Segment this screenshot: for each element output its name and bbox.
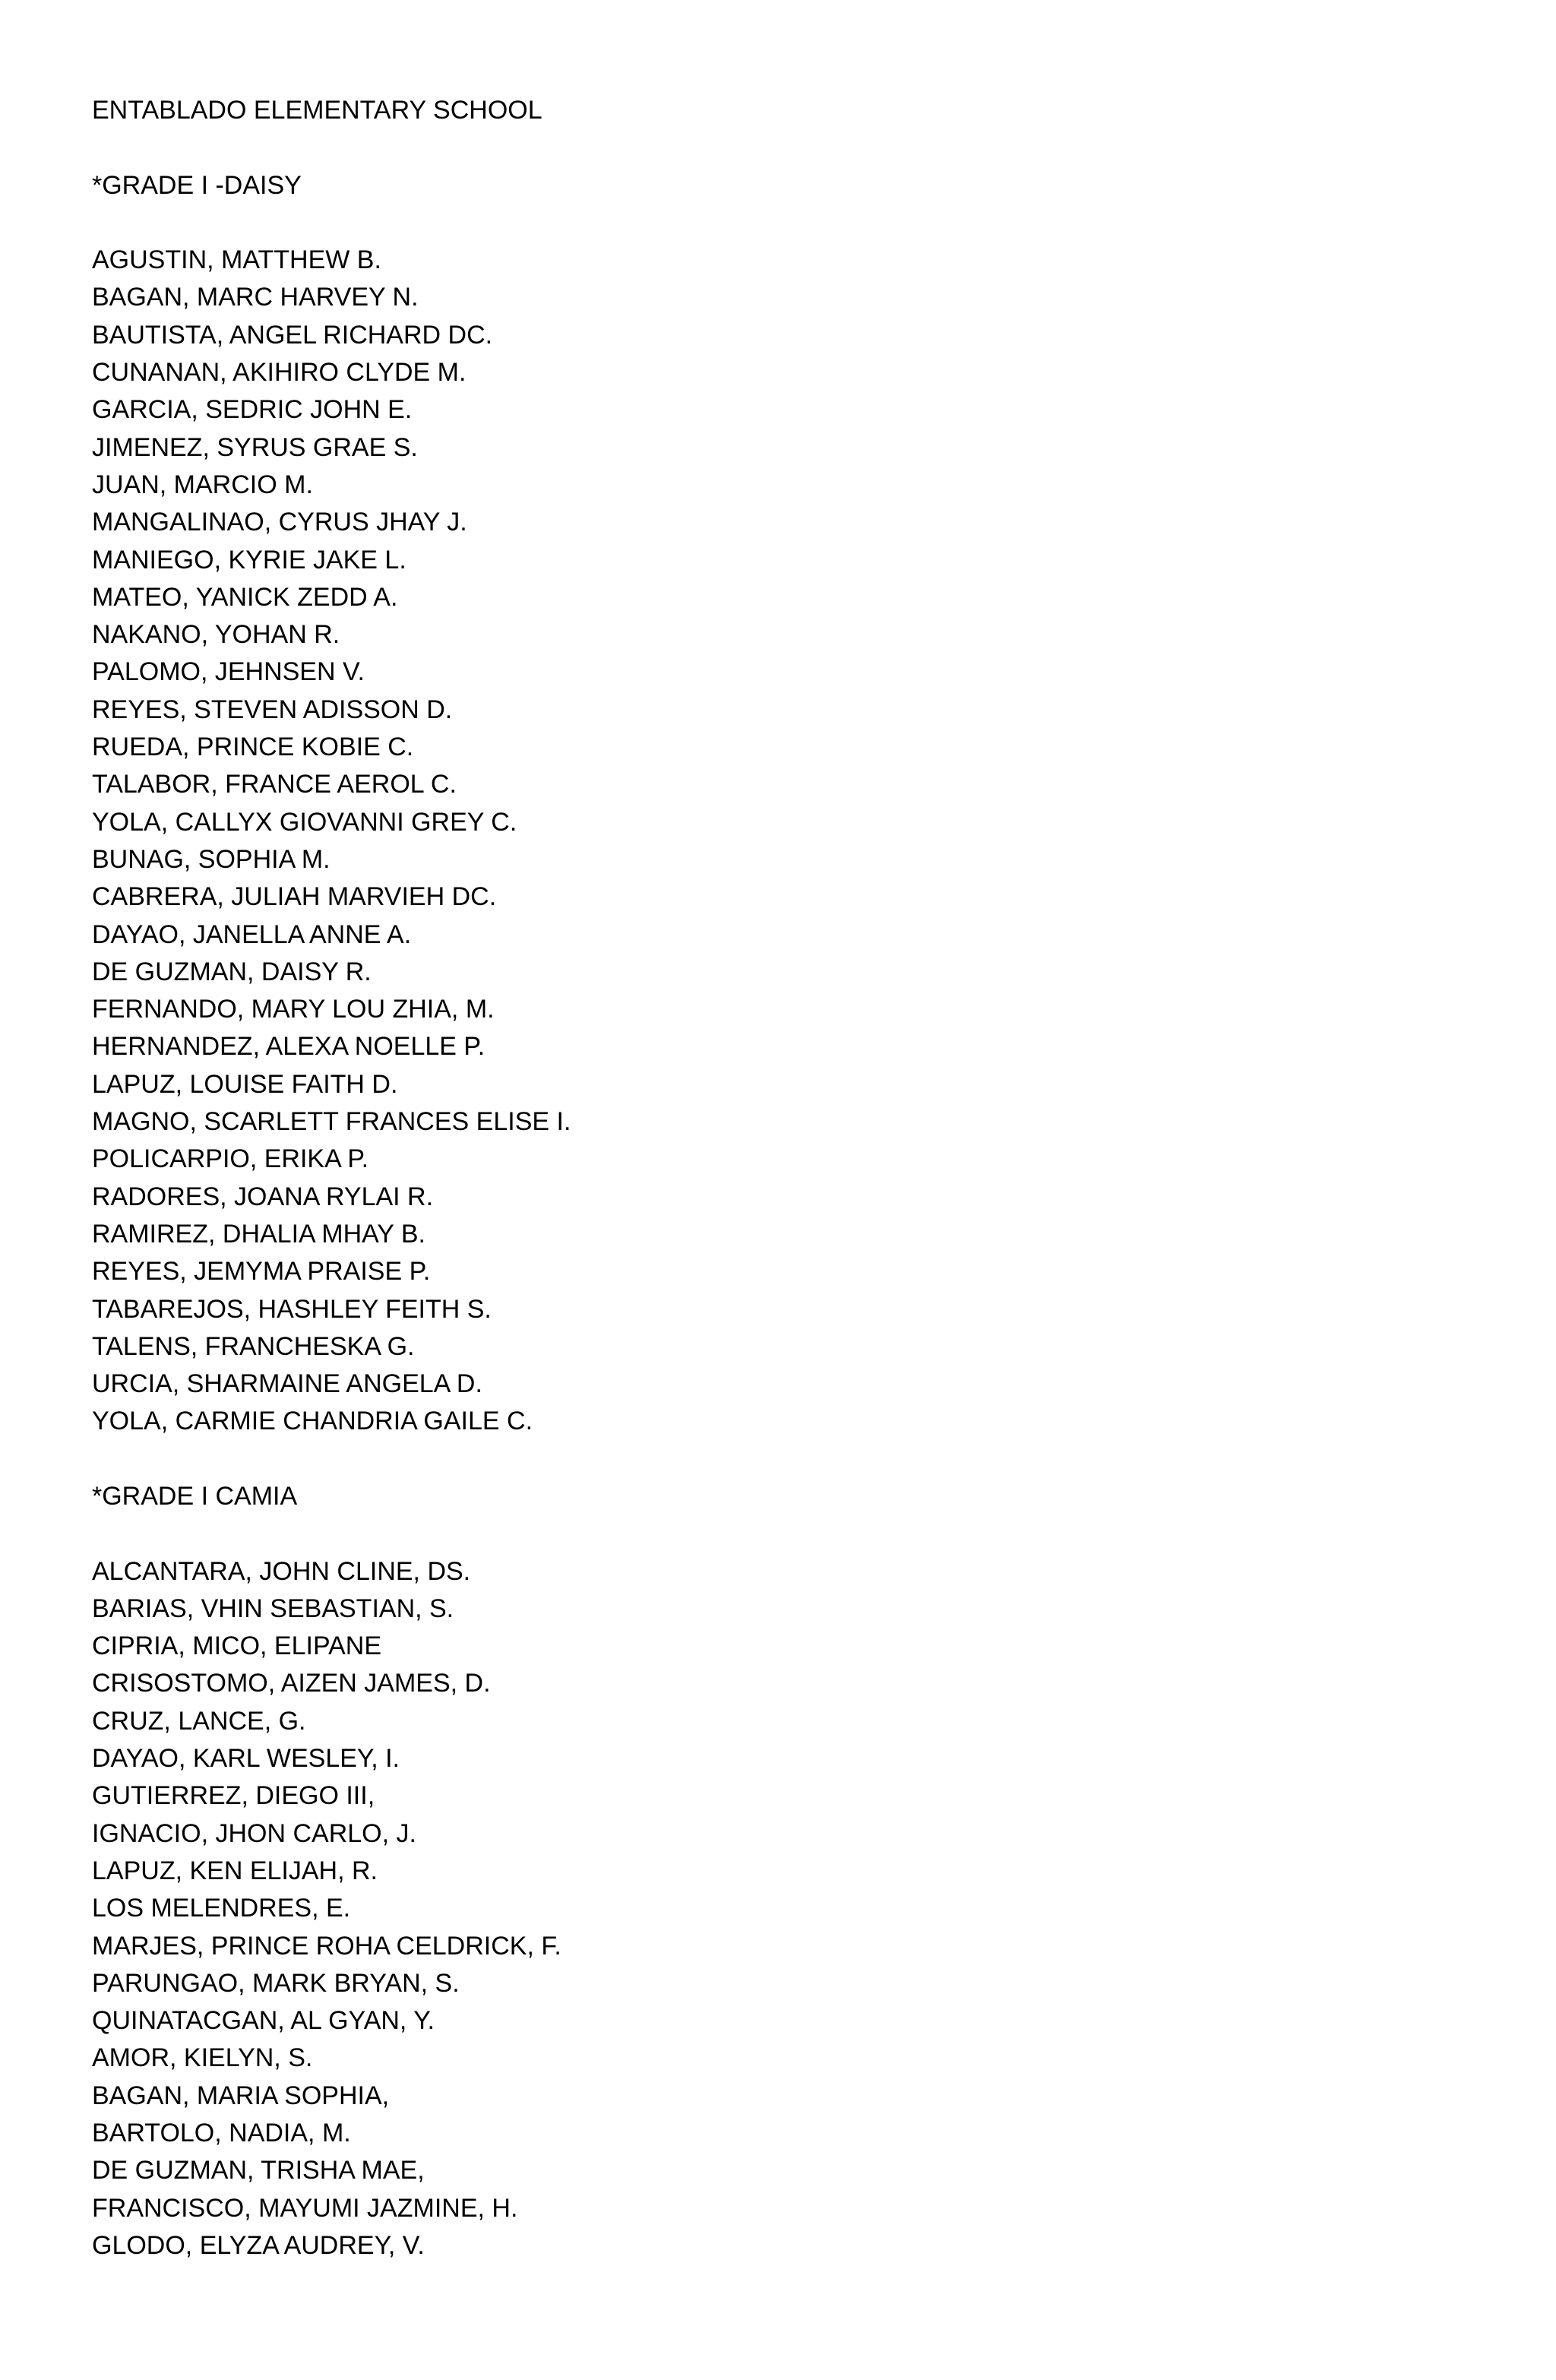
list-item: ALCANTARA, JOHN CLINE, DS. [92,1556,471,1586]
list-item: MAGNO, SCARLETT FRANCES ELISE I. [92,1107,571,1137]
list-item: IGNACIO, JHON CARLO, J. [92,1818,416,1848]
list-item: POLICARPIO, ERIKA P. [92,1144,369,1174]
list-item: RAMIREZ, DHALIA MHAY B. [92,1219,425,1249]
spacer [92,204,1460,242]
list-item: TALABOR, FRANCE AEROL C. [92,770,457,799]
list-item: BARIAS, VHIN SEBASTIAN, S. [92,1594,454,1623]
section-heading: *GRADE I -DAISY [92,170,302,200]
list-item: URCIA, SHARMAINE ANGELA D. [92,1369,482,1399]
list-item: LAPUZ, KEN ELIJAH, R. [92,1856,378,1885]
list-item: JIMENEZ, SYRUS GRAE S. [92,432,418,462]
student-list [92,1553,1460,2265]
list-item: RADORES, JOANA RYLAI R. [92,1182,434,1211]
list-item: RUEDA, PRINCE KOBIE C. [92,733,414,762]
spacer [92,1441,1460,1478]
list-item: BAGAN, MARIA SOPHIA, [92,2081,390,2110]
list-item: CUNANAN, AKIHIRO CLYDE M. [92,358,466,388]
list-item: TABAREJOS, HASHLEY FEITH S. [92,1294,492,1324]
document-content [92,92,1460,2264]
list-item: REYES, STEVEN ADISSON D. [92,695,453,724]
list-item: DAYAO, KARL WESLEY, I. [92,1744,400,1774]
list-item: MATEO, YANICK ZEDD A. [92,582,398,612]
list-item: BUNAG, SOPHIA M. [92,844,330,874]
student-list [92,242,1460,1441]
section-grade-i-camia [92,1478,1460,2264]
spacer [92,129,1460,166]
list-item: HERNANDEZ, ALEXA NOELLE P. [92,1032,485,1062]
school-name: ENTABLADO ELEMENTARY SCHOOL [92,96,542,125]
list-item: PARUNGAO, MARK BRYAN, S. [92,1968,460,1998]
list-item: BAUTISTA, ANGEL RICHARD DC. [92,320,493,350]
spacer [92,1515,1460,1552]
list-item: MANIEGO, KYRIE JAKE L. [92,545,406,574]
list-item: LAPUZ, LOUISE FAITH D. [92,1069,398,1099]
list-item: FRANCISCO, MAYUMI JAZMINE, H. [92,2193,518,2223]
list-item: NAKANO, YOHAN R. [92,620,340,650]
list-item: GARCIA, SEDRIC JOHN E. [92,395,413,425]
list-item: DE GUZMAN, DAISY R. [92,957,372,986]
list-item: PALOMO, JEHNSEN V. [92,657,365,687]
list-item: YOLA, CALLYX GIOVANNI GREY C. [92,807,517,837]
list-item: CIPRIA, MICO, ELIPANE [92,1632,382,1661]
list-item: CABRERA, JULIAH MARVIEH DC. [92,882,497,912]
list-item: JUAN, MARCIO M. [92,470,313,499]
list-item: CRUZ, LANCE, G. [92,1706,306,1736]
list-item: TALENS, FRANCHESKA G. [92,1331,415,1361]
list-item: CRISOSTOMO, AIZEN JAMES, D. [92,1669,491,1698]
list-item: BAGAN, MARC HARVEY N. [92,283,419,312]
list-item: BARTOLO, NADIA, M. [92,2119,351,2148]
list-item: DAYAO, JANELLA ANNE A. [92,919,412,949]
list-item: GUTIERREZ, DIEGO III, [92,1781,375,1811]
list-item: QUINATACGAN, AL GYAN, Y. [92,2006,435,2036]
list-item: LOS MELENDRES, E. [92,1894,351,1923]
list-item: AMOR, KIELYN, S. [92,2043,313,2073]
list-item: GLODO, ELYZA AUDREY, V. [92,2230,425,2260]
list-item: MANGALINAO, CYRUS JHAY J. [92,508,467,537]
section-heading: *GRADE I CAMIA [92,1481,298,1511]
list-item: YOLA, CARMIE CHANDRIA GAILE C. [92,1407,533,1436]
section-grade-i-daisy [92,167,1460,1441]
list-item: AGUSTIN, MATTHEW B. [92,245,381,275]
list-item: MARJES, PRINCE ROHA CELDRICK, F. [92,1931,561,1961]
list-item: FERNANDO, MARY LOU ZHIA, M. [92,995,495,1024]
list-item: REYES, JEMYMA PRAISE P. [92,1257,431,1287]
list-item: DE GUZMAN, TRISHA MAE, [92,2156,425,2185]
